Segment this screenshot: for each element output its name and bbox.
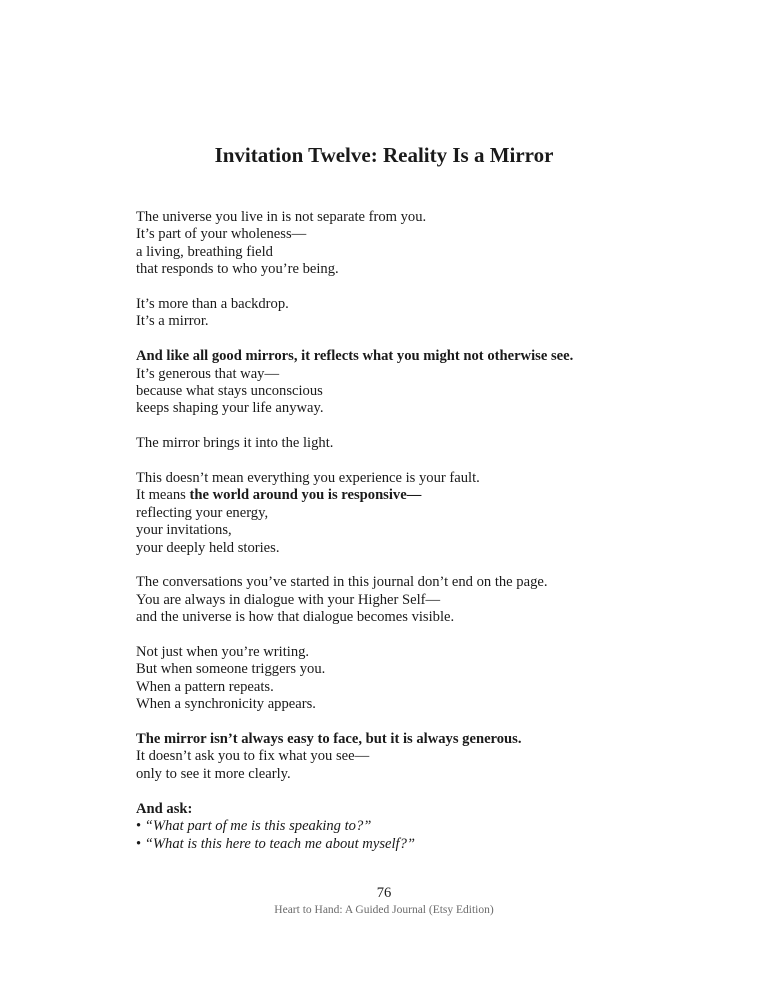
- text-line: because what stays unconscious: [136, 383, 323, 400]
- text-line: only to see it more clearly.: [136, 765, 291, 782]
- bold-statement: And ask:: [136, 800, 193, 817]
- bullet-marker: •: [136, 835, 145, 852]
- text-line: You are always in dialogue with your Higher Self—: [136, 591, 441, 608]
- stanza-7: [136, 644, 736, 714]
- text-line: reflecting your energy,: [136, 504, 269, 521]
- text-line: and the universe is how that dialogue becomes visible.: [136, 609, 455, 626]
- bold-statement: The mirror isn’t always easy to face, but it is always generous.: [136, 731, 522, 748]
- mixed-line: [136, 487, 736, 504]
- text-line: The conversations you’ve started in this journal don’t end on the page.: [136, 574, 548, 591]
- text-line: a living, breathing field: [136, 243, 273, 260]
- text-line: The universe you live in is not separate from you.: [136, 209, 427, 225]
- bold-phrase: the world around you is responsive—: [189, 487, 422, 504]
- stanza-5: [136, 470, 736, 557]
- stanza-8: [136, 731, 736, 783]
- stanza-4: [136, 435, 736, 452]
- text-line: keeps shaping your life anyway.: [136, 400, 324, 417]
- footer-caption: Heart to Hand: A Guided Journal (Etsy Edition): [274, 904, 494, 916]
- text-fragment: It means: [136, 487, 190, 504]
- text-line: When a pattern repeats.: [136, 678, 274, 695]
- text-line: The mirror brings it into the light.: [136, 435, 334, 452]
- text-line: It doesn’t ask you to fix what you see—: [136, 748, 370, 765]
- text-line: When a synchronicity appears.: [136, 696, 316, 713]
- text-line: But when someone triggers you.: [136, 661, 326, 678]
- text-line: It’s generous that way—: [136, 365, 280, 382]
- stanza-9: [136, 801, 736, 853]
- bullet-marker: •: [136, 818, 145, 835]
- bold-statement: And like all good mirrors, it reflects what you might not otherwise see.: [136, 348, 574, 365]
- page-title: Invitation Twelve: Reality Is a Mirror: [214, 143, 554, 167]
- text-line: This doesn’t mean everything you experience is your fault.: [136, 470, 480, 487]
- stanza-2: [136, 296, 736, 331]
- stanza-3: [136, 348, 736, 418]
- page-number: 76: [376, 885, 392, 901]
- text-line: It’s more than a backdrop.: [136, 296, 289, 313]
- text-line: your deeply held stories.: [136, 539, 280, 556]
- stanza-1: [136, 209, 736, 279]
- body-text: [136, 209, 736, 853]
- bullet-question: “What part of me is this speaking to?”: [144, 818, 372, 835]
- bullet-question: “What is this here to teach me about myself?”: [144, 835, 415, 852]
- bullet-item: [136, 818, 736, 835]
- stanza-6: [136, 574, 736, 626]
- bullet-item: [136, 836, 736, 853]
- text-line: that responds to who you’re being.: [136, 261, 339, 278]
- text-line: your invitations,: [136, 522, 232, 539]
- text-line: It’s part of your wholeness—: [136, 226, 307, 243]
- text-line: Not just when you’re writing.: [136, 644, 310, 661]
- text-line: It’s a mirror.: [136, 313, 209, 330]
